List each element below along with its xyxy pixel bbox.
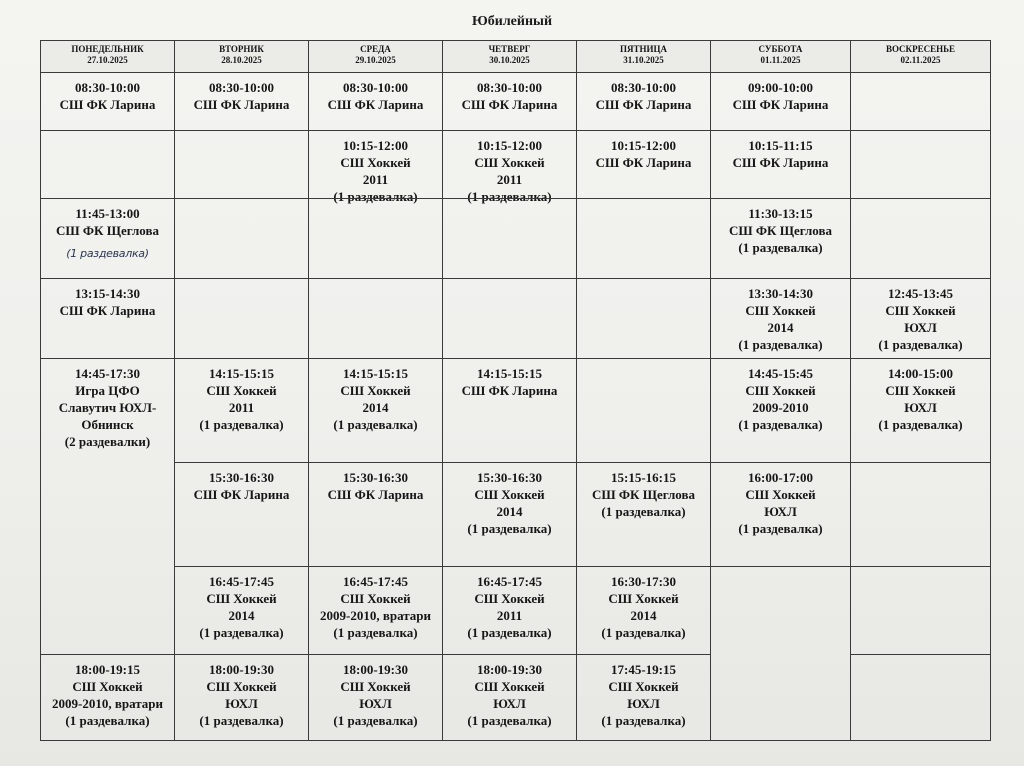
day-date: 30.10.2025 — [489, 55, 530, 65]
slot-text: СШ Хоккей — [474, 487, 545, 502]
schedule-cell-sat-7 — [710, 566, 851, 741]
slot-text: СШ Хоккей — [885, 383, 956, 398]
slot-text: СШ Хоккей — [745, 383, 816, 398]
day-date: 31.10.2025 — [623, 55, 664, 65]
day-name: ВОСКРЕСЕНЬЕ — [885, 44, 956, 54]
schedule-cell-sat-4 — [710, 278, 851, 359]
slot-text: 2011 — [496, 172, 523, 187]
slot-text: Обнинск — [81, 417, 134, 432]
slot-text: (1 раздевалка) — [467, 189, 552, 204]
slot-text: 2009-2010 — [752, 400, 809, 415]
slot-text: СШ ФК Ларина — [595, 155, 692, 170]
schedule-cell-thu-7 — [442, 566, 577, 655]
slot-text: СШ ФК Ларина — [193, 487, 290, 502]
slot-text: СШ Хоккей — [608, 591, 679, 606]
slot-text: (1 раздевалка) — [333, 417, 418, 432]
slot-text: СШ ФК Щеглова — [55, 223, 160, 238]
slot-text: СШ ФК Ларина — [461, 383, 558, 398]
slot-text: СШ Хоккей — [340, 155, 411, 170]
slot-text: Славутич ЮХЛ- — [58, 400, 157, 415]
slot-text: 2014 — [496, 504, 523, 519]
schedule-cell-fri-5 — [576, 358, 711, 463]
slot-text: ЮХЛ — [904, 320, 937, 335]
slot-time: 08:30-10:00 — [209, 80, 274, 95]
day-header-mon — [40, 40, 175, 73]
schedule-cell-sat-2 — [710, 130, 851, 199]
slot-time: 18:00-19:30 — [209, 662, 274, 677]
slot-text: СШ Хоккей — [745, 487, 816, 502]
slot-time: 08:30-10:00 — [477, 80, 542, 95]
slot-time: 14:00-15:00 — [888, 366, 953, 381]
handwritten-note: (1 раздевалка) — [66, 247, 149, 260]
day-date: 01.11.2025 — [760, 55, 801, 65]
slot-text: 2011 — [362, 172, 389, 187]
slot-time: 14:15-15:15 — [343, 366, 408, 381]
slot-text: (1 раздевалка) — [467, 713, 552, 728]
schedule-cell-mon-1 — [40, 72, 175, 131]
schedule-cell-thu-8 — [442, 654, 577, 741]
schedule-cell-thu-5 — [442, 358, 577, 463]
schedule-cell-tue-4 — [174, 278, 309, 359]
slot-text: СШ ФК Ларина — [59, 97, 156, 112]
slot-time: 16:45-17:45 — [209, 574, 274, 589]
day-header-thu — [442, 40, 577, 73]
day-date: 29.10.2025 — [355, 55, 396, 65]
day-header-tue — [174, 40, 309, 73]
slot-text: СШ Хоккей — [206, 591, 277, 606]
slot-time: 15:30-16:30 — [477, 470, 542, 485]
slot-text: (1 раздевалка) — [467, 521, 552, 536]
slot-time: 15:30-16:30 — [209, 470, 274, 485]
schedule-cell-sun-4 — [850, 278, 991, 359]
slot-text: СШ Хоккей — [340, 679, 411, 694]
day-name: СУББОТА — [758, 44, 803, 54]
day-name: ПЯТНИЦА — [619, 44, 667, 54]
day-header-fri — [576, 40, 711, 73]
slot-time: 16:45-17:45 — [343, 574, 408, 589]
schedule-cell-thu-4 — [442, 278, 577, 359]
day-name: ПОНЕДЕЛЬНИК — [71, 44, 144, 54]
slot-text: СШ ФК Ларина — [461, 97, 558, 112]
slot-text: 2014 — [228, 608, 255, 623]
slot-text: ЮХЛ — [359, 696, 392, 711]
day-date: 27.10.2025 — [87, 55, 128, 65]
schedule-cell-tue-1 — [174, 72, 309, 131]
slot-text: (1 раздевалка) — [738, 521, 823, 536]
document-title: Юбилейный — [471, 14, 553, 29]
slot-text: СШ Хоккей — [340, 383, 411, 398]
schedule-cell-mon-8 — [40, 654, 175, 741]
slot-text: СШ ФК Ларина — [732, 97, 829, 112]
slot-text: ЮХЛ — [493, 696, 526, 711]
slot-time: 12:45-13:45 — [888, 286, 953, 301]
slot-time: 16:00-17:00 — [748, 470, 813, 485]
slot-text: СШ ФК Ларина — [595, 97, 692, 112]
slot-text: (1 раздевалка) — [65, 713, 150, 728]
schedule-cell-tue-7 — [174, 566, 309, 655]
schedule-cell-tue-2 — [174, 130, 309, 199]
schedule-cell-thu-3 — [442, 198, 577, 279]
slot-text: 2009-2010, вратари — [319, 608, 431, 623]
schedule-cell-sat-3 — [710, 198, 851, 279]
slot-text: СШ Хоккей — [745, 303, 816, 318]
slot-text: СШ Хоккей — [474, 155, 545, 170]
slot-text: СШ Хоккей — [474, 679, 545, 694]
day-date: 02.11.2025 — [900, 55, 941, 65]
slot-text: ЮХЛ — [904, 400, 937, 415]
schedule-cell-fri-7 — [576, 566, 711, 655]
slot-text: СШ ФК Ларина — [193, 97, 290, 112]
slot-text: СШ Хоккей — [206, 679, 277, 694]
slot-time: 18:00-19:15 — [75, 662, 140, 677]
schedule-cell-fri-6 — [576, 462, 711, 567]
schedule-cell-fri-3 — [576, 198, 711, 279]
slot-text: СШ Хоккей — [608, 679, 679, 694]
day-header-sun — [850, 40, 991, 73]
schedule-cell-mon-5 — [40, 358, 175, 655]
slot-text: 2009-2010, вратари — [51, 696, 163, 711]
slot-time: 16:30-17:30 — [611, 574, 676, 589]
slot-time: 10:15-12:00 — [611, 138, 676, 153]
slot-text: (1 раздевалка) — [333, 713, 418, 728]
slot-time: 14:45-17:30 — [75, 366, 140, 381]
slot-time: 14:15-15:15 — [477, 366, 542, 381]
slot-time: 10:15-12:00 — [343, 138, 408, 153]
schedule-cell-sat-6 — [710, 462, 851, 567]
schedule-cell-wed-1 — [308, 72, 443, 131]
slot-text: (2 раздевалки) — [64, 434, 151, 449]
slot-text: 2014 — [630, 608, 657, 623]
slot-time: 10:15-12:00 — [477, 138, 542, 153]
slot-time: 10:15-11:15 — [748, 138, 813, 153]
slot-text: (1 раздевалка) — [199, 417, 284, 432]
schedule-cell-sat-1 — [710, 72, 851, 131]
schedule-cell-mon-4 — [40, 278, 175, 359]
schedule-cell-wed-2 — [308, 130, 443, 204]
slot-text: СШ Хоккей — [340, 591, 411, 606]
slot-time: 14:45-15:45 — [748, 366, 813, 381]
slot-time: 11:30-13:15 — [748, 206, 813, 221]
slot-text: СШ Хоккей — [474, 591, 545, 606]
slot-text: СШ ФК Ларина — [732, 155, 829, 170]
slot-time: 13:30-14:30 — [748, 286, 813, 301]
slot-text: СШ ФК Ларина — [327, 97, 424, 112]
schedule-cell-sun-7 — [850, 566, 991, 655]
slot-time: 08:30-10:00 — [611, 80, 676, 95]
schedule-cell-wed-8 — [308, 654, 443, 741]
schedule-cell-sun-1 — [850, 72, 991, 131]
slot-text: 2011 — [228, 400, 255, 415]
slot-text: СШ Хоккей — [72, 679, 143, 694]
schedule-cell-tue-3 — [174, 198, 309, 279]
slot-text: ЮХЛ — [764, 504, 797, 519]
schedule-cell-sun-3 — [850, 198, 991, 279]
slot-text: (1 раздевалка) — [199, 625, 284, 640]
schedule-cell-sun-6 — [850, 462, 991, 567]
schedule-cell-wed-5 — [308, 358, 443, 463]
slot-time: 14:15-15:15 — [209, 366, 274, 381]
day-header-wed — [308, 40, 443, 73]
schedule-cell-tue-8 — [174, 654, 309, 741]
slot-text: (1 раздевалка) — [878, 337, 963, 352]
schedule-cell-wed-7 — [308, 566, 443, 655]
slot-time: 09:00-10:00 — [748, 80, 813, 95]
slot-time: 16:45-17:45 — [477, 574, 542, 589]
schedule-cell-fri-4 — [576, 278, 711, 359]
slot-text: СШ Хоккей — [885, 303, 956, 318]
slot-text: (1 раздевалка) — [199, 713, 284, 728]
slot-text: (1 раздевалка) — [601, 625, 686, 640]
schedule-cell-wed-4 — [308, 278, 443, 359]
slot-text: (1 раздевалка) — [738, 417, 823, 432]
schedule-cell-sun-5 — [850, 358, 991, 463]
schedule-cell-fri-2 — [576, 130, 711, 199]
slot-text: 2014 — [767, 320, 794, 335]
slot-text: СШ ФК Щеглова — [591, 487, 696, 502]
slot-text: (1 раздевалка) — [601, 504, 686, 519]
slot-time: 13:15-14:30 — [75, 286, 140, 301]
slot-text: СШ ФК Щеглова — [728, 223, 833, 238]
day-name: ЧЕТВЕРГ — [488, 44, 531, 54]
schedule-cell-mon-3 — [40, 198, 175, 279]
schedule-cell-fri-1 — [576, 72, 711, 131]
slot-text: ЮХЛ — [627, 696, 660, 711]
slot-text: (1 раздевалка) — [878, 417, 963, 432]
slot-text: (1 раздевалка) — [601, 713, 686, 728]
schedule-cell-thu-6 — [442, 462, 577, 567]
schedule-cell-fri-8 — [576, 654, 711, 741]
slot-text: (1 раздевалка) — [738, 240, 823, 255]
schedule-cell-mon-2 — [40, 130, 175, 199]
slot-text: СШ Хоккей — [206, 383, 277, 398]
schedule-cell-thu-2 — [442, 130, 577, 204]
slot-text: СШ ФК Ларина — [59, 303, 156, 318]
slot-time: 18:00-19:30 — [343, 662, 408, 677]
schedule-cell-wed-6 — [308, 462, 443, 567]
slot-time: 08:30-10:00 — [343, 80, 408, 95]
slot-text: Игра ЦФО — [75, 383, 140, 398]
slot-text: (1 раздевалка) — [333, 189, 418, 204]
slot-text: ЮХЛ — [225, 696, 258, 711]
slot-text: (1 раздевалка) — [467, 625, 552, 640]
schedule-cell-sun-2 — [850, 130, 991, 199]
schedule-cell-sat-5 — [710, 358, 851, 463]
schedule-cell-thu-1 — [442, 72, 577, 131]
schedule-cell-sun-8 — [850, 654, 991, 741]
day-date: 28.10.2025 — [221, 55, 262, 65]
day-header-sat — [710, 40, 851, 73]
slot-text: 2011 — [496, 608, 523, 623]
slot-text: (1 раздевалка) — [738, 337, 823, 352]
slot-text: 2014 — [362, 400, 389, 415]
schedule-cell-wed-3 — [308, 198, 443, 279]
slot-time: 17:45-19:15 — [611, 662, 676, 677]
slot-text: (1 раздевалка) — [333, 625, 418, 640]
slot-text: СШ ФК Ларина — [327, 487, 424, 502]
slot-time: 18:00-19:30 — [477, 662, 542, 677]
day-name: ВТОРНИК — [219, 44, 264, 54]
schedule-cell-tue-6 — [174, 462, 309, 567]
schedule-cell-tue-5 — [174, 358, 309, 463]
slot-time: 15:15-16:15 — [611, 470, 676, 485]
slot-time: 08:30-10:00 — [75, 80, 140, 95]
day-name: СРЕДА — [360, 44, 391, 54]
slot-time: 15:30-16:30 — [343, 470, 408, 485]
slot-time: 11:45-13:00 — [75, 206, 140, 221]
